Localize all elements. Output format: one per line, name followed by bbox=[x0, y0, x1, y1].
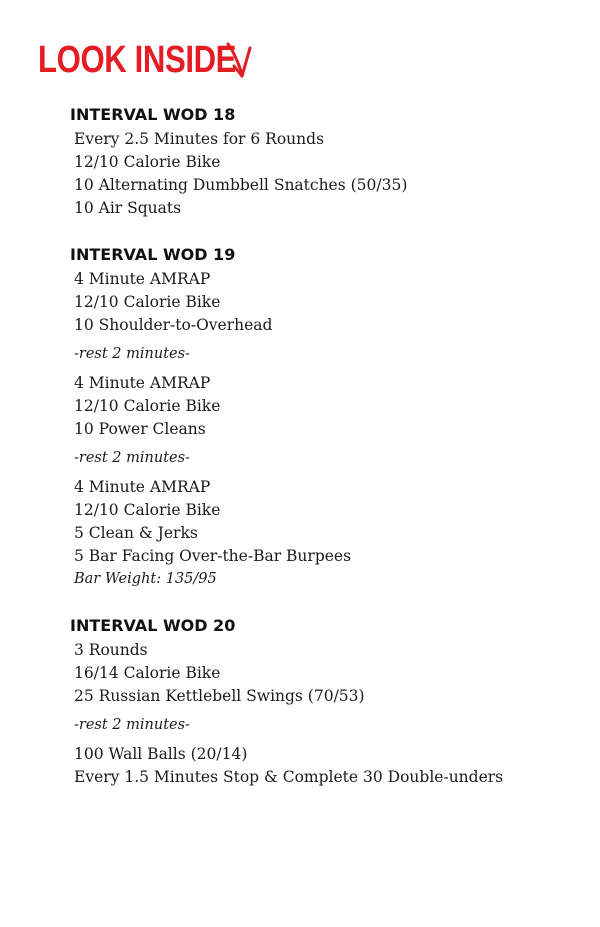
exercise-line: 16/14 Calorie Bike bbox=[74, 664, 221, 682]
exercise-line: 5 Bar Facing Over-the-Bar Burpees bbox=[74, 547, 352, 565]
weight-note: Bar Weight: 135/95 bbox=[74, 571, 217, 587]
exercise-line: 10 Shoulder-to-Overhead bbox=[74, 316, 273, 334]
exercise-line: 12/10 Calorie Bike bbox=[74, 293, 221, 311]
exercise-line: 3 Rounds bbox=[74, 641, 148, 659]
exercise-line: 10 Power Cleans bbox=[74, 420, 206, 438]
exercise-line: 5 Clean & Jerks bbox=[74, 524, 198, 542]
look-inside-banner bbox=[38, 38, 280, 82]
exercise-line: 4 Minute AMRAP bbox=[74, 478, 211, 496]
exercise-line: 12/10 Calorie Bike bbox=[74, 153, 221, 171]
exercise-line: 12/10 Calorie Bike bbox=[74, 501, 221, 519]
exercise-line: 10 Air Squats bbox=[74, 199, 182, 217]
wod-section bbox=[70, 244, 570, 591]
exercise-line: 12/10 Calorie Bike bbox=[74, 397, 221, 415]
exercise-line: 100 Wall Balls (20/14) bbox=[74, 745, 248, 763]
wod-title: INTERVAL WOD 20 bbox=[70, 616, 236, 635]
exercise-line: Every 1.5 Minutes Stop & Complete 30 Double-unders bbox=[74, 768, 504, 786]
rest-note: -rest 2 minutes- bbox=[74, 717, 190, 733]
exercise-line: 4 Minute AMRAP bbox=[74, 374, 211, 392]
wod-title: INTERVAL WOD 18 bbox=[70, 105, 236, 124]
rest-note: -rest 2 minutes- bbox=[74, 346, 190, 362]
wod-section bbox=[70, 615, 570, 789]
arrow-down-right-icon bbox=[224, 38, 260, 82]
wod-list bbox=[70, 104, 570, 813]
wod-title: INTERVAL WOD 19 bbox=[70, 245, 236, 264]
exercise-line: 4 Minute AMRAP bbox=[74, 270, 211, 288]
exercise-line: Every 2.5 Minutes for 6 Rounds bbox=[74, 130, 325, 148]
exercise-line: 10 Alternating Dumbbell Snatches (50/35) bbox=[74, 176, 408, 194]
rest-note: -rest 2 minutes- bbox=[74, 450, 190, 466]
banner-title: LOOK INSIDE bbox=[38, 39, 237, 81]
exercise-line: 25 Russian Kettlebell Swings (70/53) bbox=[74, 687, 365, 705]
wod-section bbox=[70, 104, 570, 220]
